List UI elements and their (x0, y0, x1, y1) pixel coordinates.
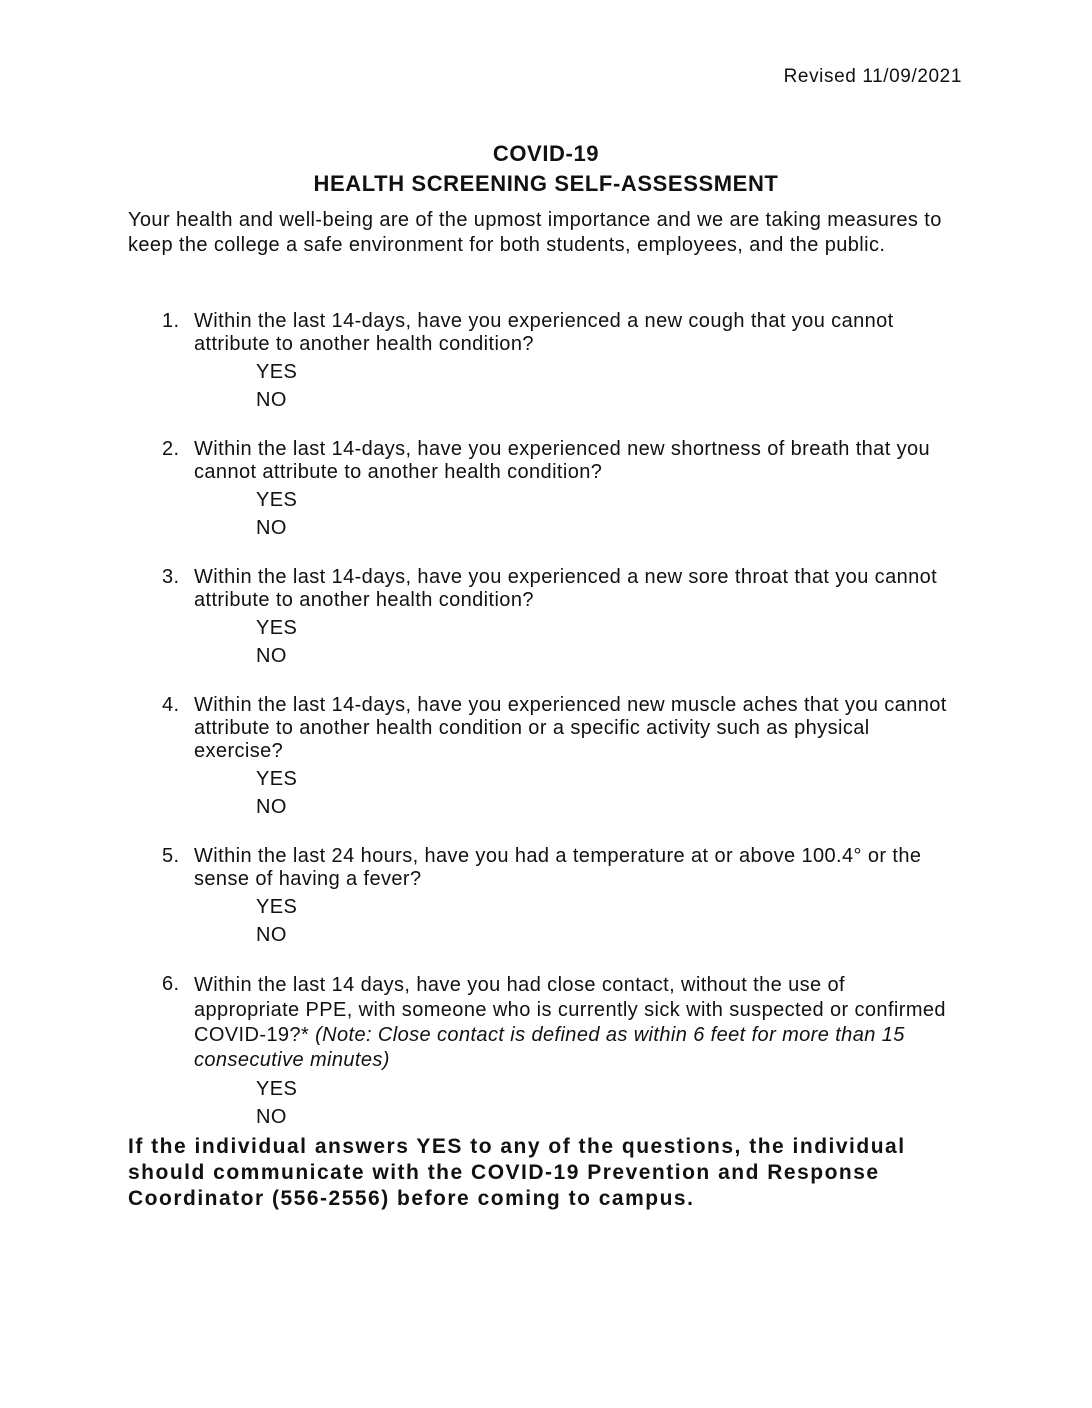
question-1 (162, 310, 952, 414)
question-number: 6. (162, 973, 180, 995)
instruction-note: If the individual answers YES to any of the questions, the individual should communicate with the COVID-19 Prevention and Response Coordinator (556-2556) before coming to campus. (128, 1135, 906, 1210)
question-text: Within the last 14-days, have you experienced new muscle aches that you cannot attribute to another health condition or a specific activity such as physical exercise? (194, 694, 947, 762)
answer-yes[interactable]: YES (256, 617, 298, 639)
answer-options (256, 486, 952, 542)
question-number: 1. (162, 310, 180, 332)
answer-no[interactable]: NO (256, 924, 287, 946)
answer-yes[interactable]: YES (256, 896, 298, 918)
title-line-2: HEALTH SCREENING SELF-ASSESSMENT (313, 171, 779, 196)
question-4 (162, 694, 952, 821)
question-text: Within the last 14-days, have you experienced a new sore throat that you cannot attribute to another health condition? (194, 566, 938, 611)
question-text: Within the last 14-days, have you experienced a new cough that you cannot attribute to another health condition? (194, 310, 894, 355)
question-text: Within the last 14-days, have you experienced new shortness of breath that you cannot attribute to another health condition? (194, 438, 931, 483)
question-number: 3. (162, 566, 180, 588)
question-number: 5. (162, 845, 180, 867)
answer-no[interactable]: NO (256, 517, 287, 539)
question-text (194, 973, 952, 1073)
question-6 (162, 973, 952, 1131)
answer-no[interactable]: NO (256, 389, 287, 411)
answer-no[interactable]: NO (256, 645, 287, 667)
question-note: (Note: Close contact is defined as within 6 feet for more than 15 consecutive minutes) (194, 1024, 905, 1071)
answer-yes[interactable]: YES (256, 489, 298, 511)
question-5 (162, 845, 952, 949)
answer-options (256, 358, 952, 414)
answer-options (256, 765, 952, 821)
question-number: 4. (162, 694, 180, 716)
answer-options (256, 893, 952, 949)
question-2 (162, 438, 952, 542)
question-text: Within the last 24 hours, have you had a temperature at or above 100.4° or the sense of having a fever? (194, 845, 922, 890)
question-list (0, 310, 1092, 1131)
answer-no[interactable]: NO (256, 1106, 287, 1128)
page-title (0, 139, 1092, 199)
answer-yes[interactable]: YES (256, 1078, 298, 1100)
answer-options (256, 614, 952, 670)
question-3 (162, 566, 952, 670)
question-number: 2. (162, 438, 180, 460)
revision-date: Revised 11/09/2021 (783, 66, 962, 87)
answer-yes[interactable]: YES (256, 361, 298, 383)
title-line-1: COVID-19 (492, 141, 600, 166)
answer-yes[interactable]: YES (256, 768, 298, 790)
answer-options (256, 1075, 952, 1131)
intro-paragraph: Your health and well-being are of the upmost importance and we are taking measures to keep the college a safe environment for both students, employees, and the public. (128, 209, 942, 256)
question-main-text: Within the last 14 days, have you had close contact, without the use of appropriate PPE, with someone who is currently sick with suspected or confirmed COVID-19?* (194, 974, 946, 1046)
answer-no[interactable]: NO (256, 796, 287, 818)
